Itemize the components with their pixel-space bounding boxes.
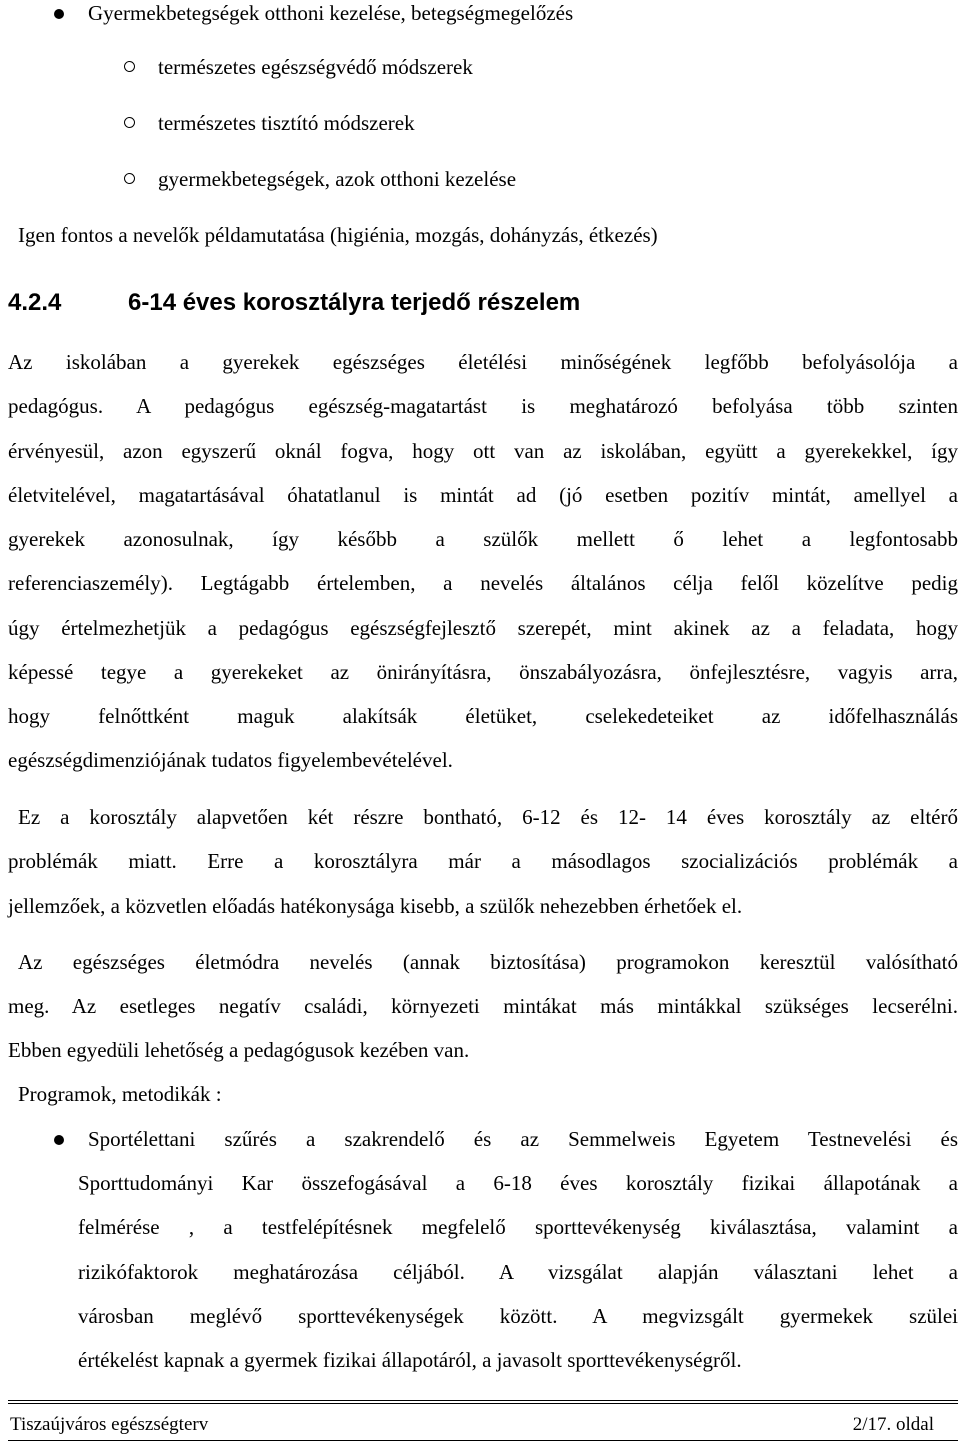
paragraph-line: gyerekek azonosulnak, így később a szülők mellett ő lehet a legfontosabb	[8, 527, 958, 551]
bullet-line: Sporttudományi Kar összefogásával a 6-18 éves korosztály fizikai állapotának a	[78, 1171, 958, 1195]
section-number: 4.2.4	[8, 289, 62, 316]
programs-label: Programok, metodikák :	[18, 1082, 222, 1106]
paragraph-line: hogy felnőttként maguk alakítsák életüket, cselekedeteiket az időfelhasználás	[8, 704, 958, 728]
sublist-item: gyermekbetegségek, azok otthoni kezelése	[158, 167, 517, 191]
paragraph-line: Az iskolában a gyerekek egészséges életélési minőségének legfőbb befolyásolója a	[8, 350, 958, 374]
section-title: 6-14 éves korosztályra terjedő részelem	[128, 289, 581, 316]
list-item: Gyermekbetegségek otthoni kezelése, betegségmegelőzés	[88, 1, 574, 25]
circle-bullet-icon	[124, 117, 135, 128]
paragraph-line: úgy értelmezhetjük a pedagógus egészségfejlesztő szerepét, mint akinek az a feladata, hogy	[8, 616, 958, 640]
circle-bullet-icon	[124, 61, 135, 72]
footer-divider	[8, 1403, 958, 1404]
paragraph-line: érvényesül, azon egyszerű oknál fogva, hogy ott van az iskolában, együtt a gyerekekkel, így	[8, 439, 958, 463]
bullet-line: Sportélettani szűrés a szakrendelő és az Semmelweis Egyetem Testnevelési és	[88, 1127, 958, 1151]
sublist-item: természetes egészségvédő módszerek	[158, 55, 473, 79]
bullet-line: felmérése , a testfelépítésnek megfelelő sporttevékenység kiválasztása, valamint a	[78, 1215, 958, 1239]
paragraph-line: egészségdimenziójának tudatos figyelembevételével.	[8, 748, 453, 772]
paragraph-line: pedagógus. A pedagógus egészség-magatartást is meghatározó befolyása több szinten	[8, 394, 958, 418]
section-heading	[8, 288, 580, 318]
paragraph-line: jellemzőek, a közvetlen előadás hatékonysága kisebb, a szülők nehezebben érhetőek el.	[8, 894, 743, 918]
bullet-line: értékelést kapnak a gyermek fizikai állapotáról, a javasolt sporttevékenységről.	[78, 1348, 742, 1372]
paragraph-line: Az egészséges életmódra nevelés (annak biztosítása) programokon keresztül valósítható	[18, 950, 958, 974]
bullet-icon	[54, 1135, 64, 1145]
paragraph-line: Ebben egyedüli lehetőség a pedagógusok kezében van.	[8, 1038, 470, 1062]
bullet-icon	[54, 9, 64, 19]
paragraph-line: meg. Az esetleges negatív családi, környezeti mintákat más mintákkal szükséges lecserélni.	[8, 994, 958, 1018]
footer-title: Tiszaújváros egészségterv	[10, 1414, 209, 1435]
paragraph-line: életvitelével, magatartásával óhatatlanul is mintát ad (jó esetben pozitív mintát, amellyel a	[8, 483, 958, 507]
circle-bullet-icon	[124, 173, 135, 184]
paragraph-line: Ez a korosztály alapvetően két részre bontható, 6-12 és 12- 14 éves korosztály az eltérő	[18, 805, 958, 829]
sublist-item: természetes tisztító módszerek	[158, 111, 415, 135]
footer-divider	[8, 1400, 958, 1401]
paragraph-line: problémák miatt. Erre a korosztályra már a másodlagos szocializációs problémák a	[8, 849, 958, 873]
paragraph-line: képessé tegye a gyerekeket az önirányításra, önszabályozásra, önfejlesztésre, vagyis arra,	[8, 660, 958, 684]
paragraph-line: referenciaszemély). Legtágabb értelemben, a nevelés általános célja felől közelítve pedig	[8, 571, 958, 595]
footer-divider	[8, 1440, 958, 1441]
bullet-line: rizikófaktorok meghatározása céljából. A vizsgálat alapján választani lehet a	[78, 1260, 958, 1284]
intro-line: Igen fontos a nevelők példamutatása (higiénia, mozgás, dohányzás, étkezés)	[18, 223, 658, 247]
bullet-line: városban meglévő sporttevékenységek között. A megvizsgált gyermekek szülei	[78, 1304, 958, 1328]
page-number: 2/17. oldal	[852, 1414, 934, 1435]
